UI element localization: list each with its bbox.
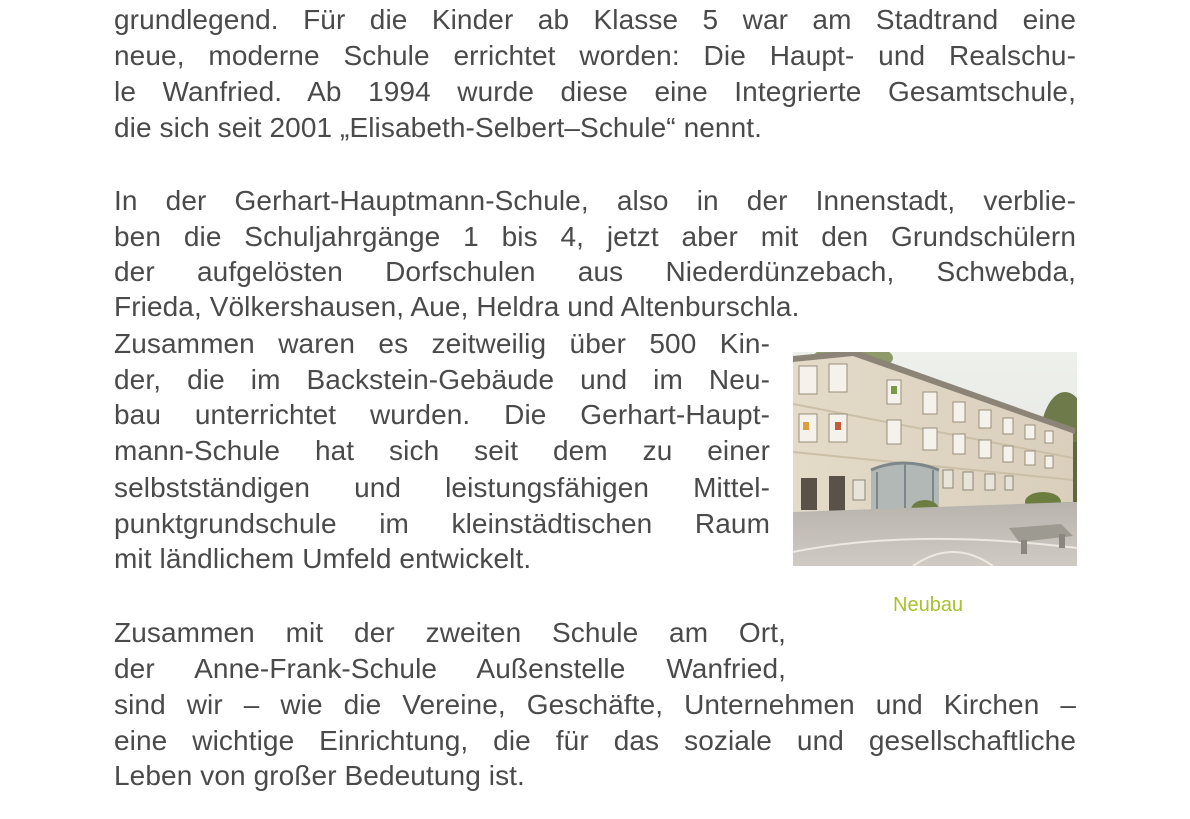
text-line: neue, moderne Schule errichtet worden: Die Haupt- und Realschu- — [114, 40, 1076, 71]
text-line: mit ländlichem Umfeld entwickelt. — [114, 543, 532, 574]
text-line: selbstständigen und leistungsfähigen Mittel- — [114, 472, 770, 503]
text-line: Zusammen mit der zweiten Schule am Ort, — [114, 617, 786, 648]
text-line: Frieda, Völkershausen, Aue, Heldra und Altenburschla. — [114, 291, 800, 322]
text-line: Zusammen waren es zeitweilig über 500 Kin- — [114, 328, 770, 359]
text-line: Leben von großer Bedeutung ist. — [114, 760, 525, 791]
text-line: le Wanfried. Ab 1994 wurde diese eine Integrierte Gesamtschule, — [114, 76, 1076, 107]
text-line: grundlegend. Für die Kinder ab Klasse 5 war am Stadtrand eine — [114, 4, 1076, 35]
text-line: der, die im Backstein-Gebäude und im Neu- — [114, 364, 770, 395]
text-line: In der Gerhart-Hauptmann-Schule, also in der Innenstadt, verblie- — [114, 185, 1076, 216]
text-line: ben die Schuljahrgänge 1 bis 4, jetzt aber mit den Grundschülern — [114, 221, 1076, 252]
school-building-photo — [793, 352, 1077, 566]
text-line: eine wichtige Einrichtung, die für das soziale und gesellschaftliche — [114, 725, 1076, 756]
text-line: bau unterrichtet wurden. Die Gerhart-Haupt- — [114, 399, 770, 430]
photo-caption: Neubau — [893, 594, 964, 616]
text-line: sind wir – wie die Vereine, Geschäfte, Unternehmen und Kirchen – — [114, 689, 1076, 720]
text-line: der aufgelösten Dorfschulen aus Niederdünzebach, Schwebda, — [114, 256, 1076, 287]
text-line: punktgrundschule im kleinstädtischen Raum — [114, 508, 770, 539]
text-line: die sich seit 2001 „Elisabeth-Selbert–Schule“ nennt. — [114, 112, 763, 143]
text-line: mann-Schule hat sich seit dem zu einer — [114, 435, 770, 466]
text-line: der Anne-Frank-Schule Außenstelle Wanfried, — [114, 653, 786, 684]
